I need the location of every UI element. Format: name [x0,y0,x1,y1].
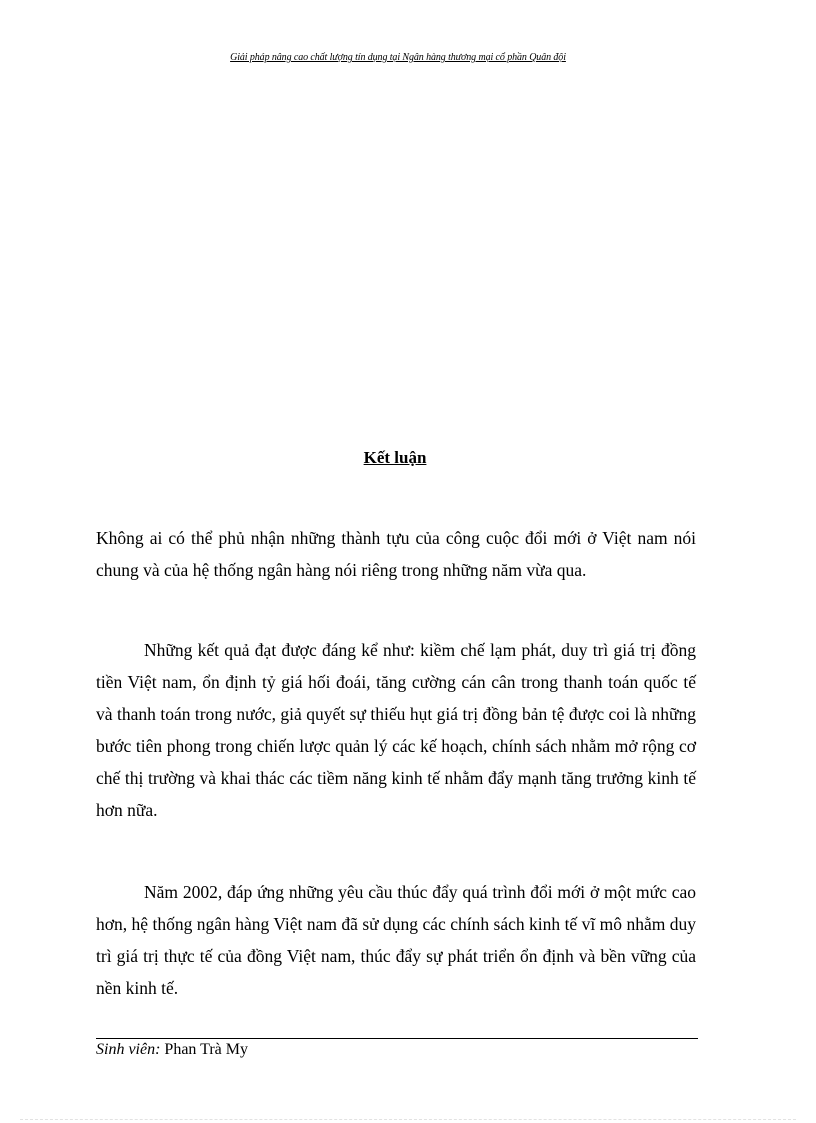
section-title: Kết luận [363,448,427,467]
page-bottom-edge [20,1119,796,1120]
paragraph-2: Những kết quả đạt được đáng kể như: kiềm chế lạm phát, duy trì giá trị đồng tiền Việt nam, ổn định tỷ giá hối đoái, tăng cường cán cân trong thanh toán quốc tế và thanh toán trong nước, giả quyết sự thiếu hụt giá trị đồng bản tệ được coi là những bước tiên phong trong chiến lược quản lý các kế hoạch, chính sách nhằm mở rộng cơ chế thị trường và khai thác các tiềm năng kinh tế nhằm đẩy mạnh tăng trưởng kinh tế hơn nữa. [96,640,696,820]
student-name: Phan Trà My [164,1041,248,1058]
footer-divider [96,1038,698,1039]
page-header: Giải pháp nâng cao chất lượng tín dụng tại Ngân hàng thương mại cổ phần Quân đội [230,52,566,63]
paragraph-3: Năm 2002, đáp ứng những yêu cầu thúc đẩy quá trình đổi mới ở một mức cao hơn, hệ thống ngân hàng Việt nam đã sử dụng các chính sách kinh tế vĩ mô nhằm duy trì giá trị thực tế của đồng Việt nam, thúc đẩy sự phát triển ổn định và bền vững của nền kinh tế. [96,882,696,998]
footer-label: Sinh viên: [96,1041,161,1058]
paragraph-1: Không ai có thể phủ nhận những thành tựu của công cuộc đổi mới ở Việt nam nói chung và của hệ thống ngân hàng nói riêng trong những năm vừa qua. [96,528,696,580]
page-footer [96,1041,248,1059]
